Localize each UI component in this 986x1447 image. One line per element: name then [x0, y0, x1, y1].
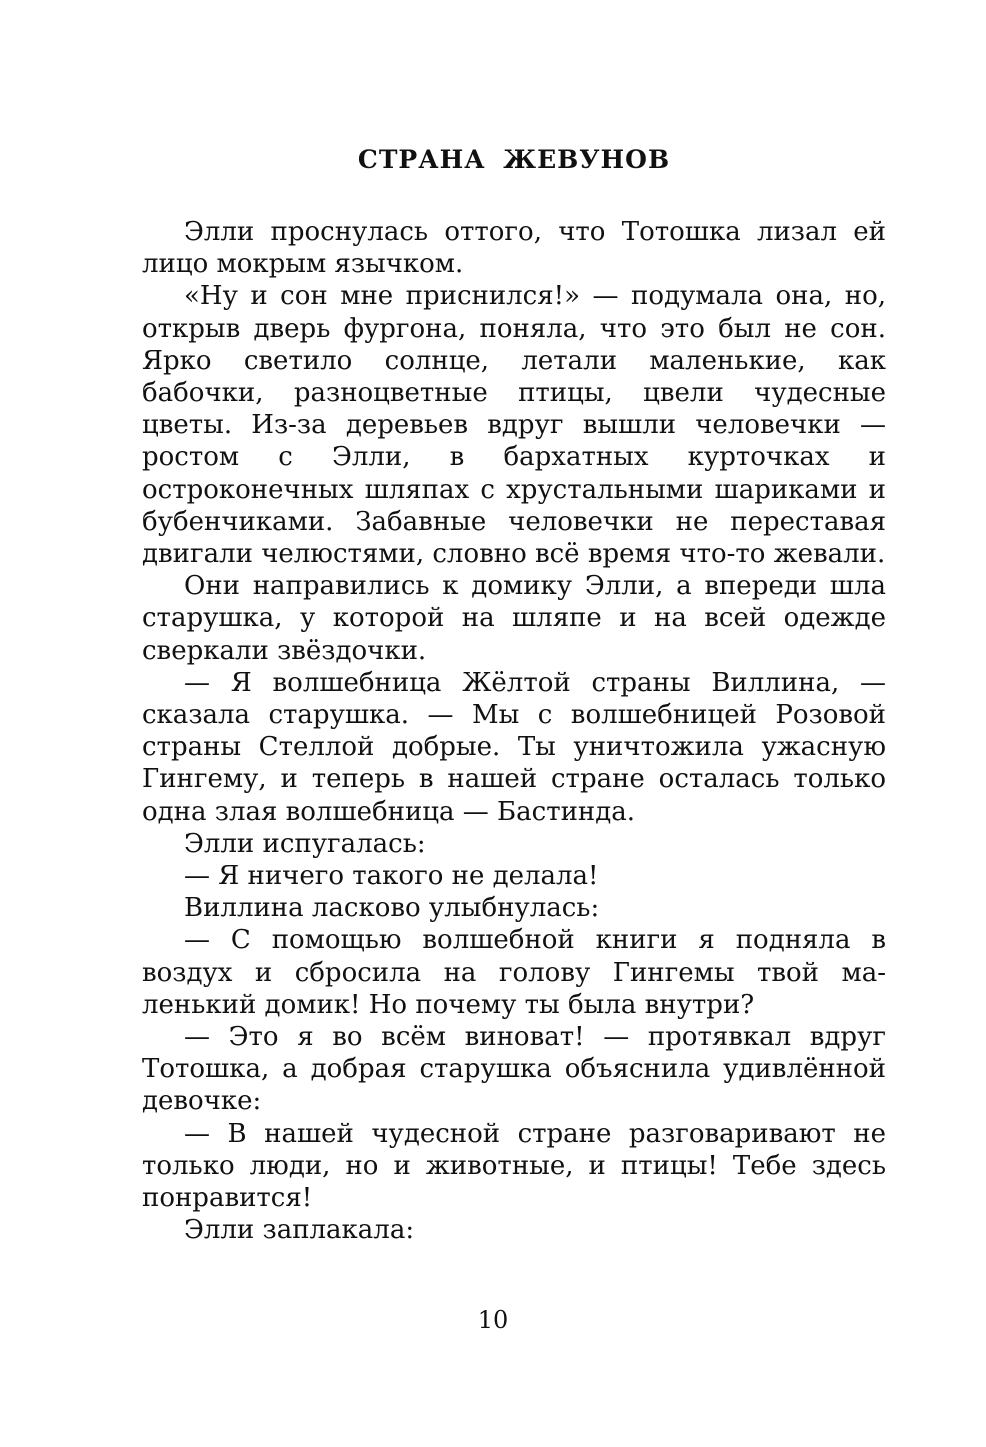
paragraph: Элли испугалась: [184, 828, 426, 859]
paragraph: «Ну и сон мне приснился!» — подумала она, но, открыв дверь фургона, поняла, что это был не сон. Ярко светило солнце, летали маленькие, как бабочки, разноцветные птицы, цвели чудесные цветы. Из-за деревьев вдруг вышли человечки — ростом с Элли, в бархатных курточках и остроконечных шляпах с хрустальными шариками и бубенчиками. Забавные человечки не переставая двигали челюстями, словно всё время что-то жевали. [142, 281, 886, 570]
paragraph: — Я волшебница Жёлтой страны Виллина, — сказала старушка. — Мы с волшебницей Розовой страны Стеллой добрые. Ты уничтожила ужасную Гингему, и теперь в нашей стране осталась только одна злая волшебница — Бастинда. [142, 667, 886, 827]
paragraph: — Я ничего такого не делала! [184, 861, 599, 892]
book-page [142, 140, 886, 1247]
paragraph: Элли заплакала: [184, 1215, 415, 1246]
chapter-title: СТРАНА ЖЕВУНОВ [357, 145, 671, 174]
page-number: 10 [477, 1306, 509, 1334]
paragraph: — Это я во всём виноват! — протявкал вдруг Тотошка, а добрая старушка объяснила удивлённой девочке: [142, 1022, 886, 1117]
paragraph: Виллина ласково улыбнулась: [184, 893, 600, 924]
paragraph: Они направились к домику Элли, а впереди шла старушка, у которой на шляпе и на всей одежде сверкали звёздочки. [142, 571, 886, 666]
paragraph: — В нашей чудесной стране разговаривают не только люди, но и животные, и птицы! Тебе здесь понравится! [142, 1118, 886, 1214]
paragraph: Элли проснулась оттого, что Тотошка лизал ей лицо мокрым язычком. [142, 217, 886, 280]
paragraph: — С помощью волшебной книги я подняла в воздух и сбросила на голову Гингемы твой маленький домик! Но почему ты была внутри? [142, 925, 886, 1020]
chapter-text [142, 216, 886, 1247]
